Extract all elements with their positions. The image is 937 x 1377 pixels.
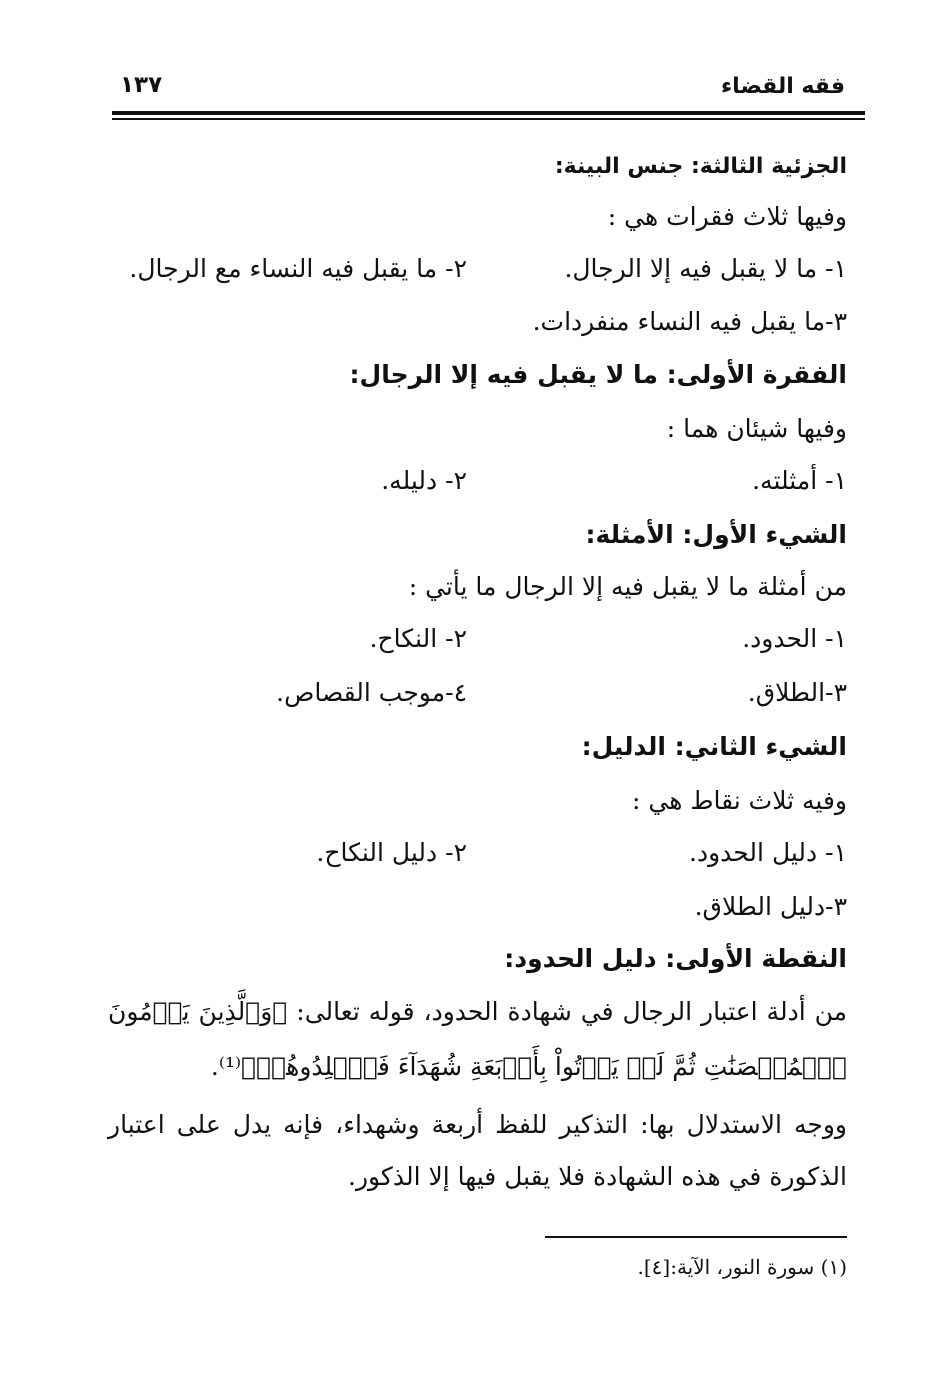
first-point-heading: النقطة الأولى: دليل الحدود: bbox=[504, 944, 847, 973]
first-paragraph-intro: وفيها شيئان هما : bbox=[666, 414, 847, 443]
list-item: ١- ما لا يقبل فيه إلا الرجال. bbox=[564, 254, 847, 283]
intro-text: وفيها ثلاث فقرات هي : bbox=[607, 202, 847, 231]
list-item: ٣-الطلاق. bbox=[747, 678, 847, 707]
header-rule-thick bbox=[112, 111, 865, 115]
evidence-text-line-1: من أدلة اعتبار الرجال في شهادة الحدود، قوله تعالى: ﴿وَٱلَّذِينَ يَرۡمُونَ bbox=[108, 997, 847, 1026]
second-thing-items-row bbox=[100, 836, 847, 870]
header-rule-thin bbox=[112, 118, 865, 120]
second-thing-heading: الشيء الثاني: الدليل: bbox=[581, 732, 847, 761]
list-item: ٣-دليل الطلاق. bbox=[694, 892, 847, 921]
reasoning-line-2: الذكورة في هذه الشهادة فلا يقبل فيها إلا الذكور. bbox=[348, 1162, 847, 1191]
reasoning-line-1: ووجه الاستدلال بها: التذكير للفظ أربعة وشهداء، فإنه يدل على اعتبار bbox=[108, 1110, 847, 1139]
footnote: (١) سورة النور، الآية:[٤]. bbox=[637, 1255, 847, 1279]
list-item: ١- الحدود. bbox=[742, 624, 847, 653]
first-paragraph-heading: الفقرة الأولى: ما لا يقبل فيه إلا الرجال: bbox=[349, 360, 847, 389]
section-heading: الجزئية الثالثة: جنس البينة: bbox=[554, 154, 847, 179]
list-item: ٣-ما يقبل فيه النساء منفردات. bbox=[532, 307, 847, 336]
list-item: ١- أمثلته. bbox=[752, 466, 847, 495]
paragraph-items-row bbox=[100, 252, 847, 286]
first-paragraph-items-row bbox=[100, 464, 847, 498]
list-item: ٢- دليله. bbox=[381, 466, 467, 495]
evidence-text-line-2: ٱلۡمُحۡصَنَٰتِ ثُمَّ لَمۡ يَأۡتُواْ بِأَرۡبَعَةِ شُهَدَآءَ فَٱجۡلِدُوهُمۡ﴾⁽¹⁾. bbox=[210, 1052, 847, 1081]
list-item: ٢- النكاح. bbox=[369, 624, 467, 653]
list-item: ١- دليل الحدود. bbox=[689, 838, 847, 867]
page-number: ١٣٧ bbox=[120, 72, 163, 98]
first-thing-items-row-1 bbox=[100, 622, 847, 656]
first-thing-items-row-2 bbox=[100, 676, 847, 710]
first-thing-heading: الشيء الأول: الأمثلة: bbox=[585, 520, 847, 549]
list-item: ٢- ما يقبل فيه النساء مع الرجال. bbox=[129, 254, 467, 283]
list-item: ٤-موجب القصاص. bbox=[276, 678, 467, 707]
footnote-rule bbox=[545, 1236, 847, 1238]
list-item: ٢- دليل النكاح. bbox=[316, 838, 467, 867]
header-title: فقه القضاء bbox=[720, 74, 845, 99]
second-thing-intro: وفيه ثلاث نقاط هي : bbox=[632, 786, 847, 815]
running-header bbox=[112, 70, 845, 110]
first-thing-intro: من أمثلة ما لا يقبل فيه إلا الرجال ما يأتي : bbox=[408, 572, 847, 601]
